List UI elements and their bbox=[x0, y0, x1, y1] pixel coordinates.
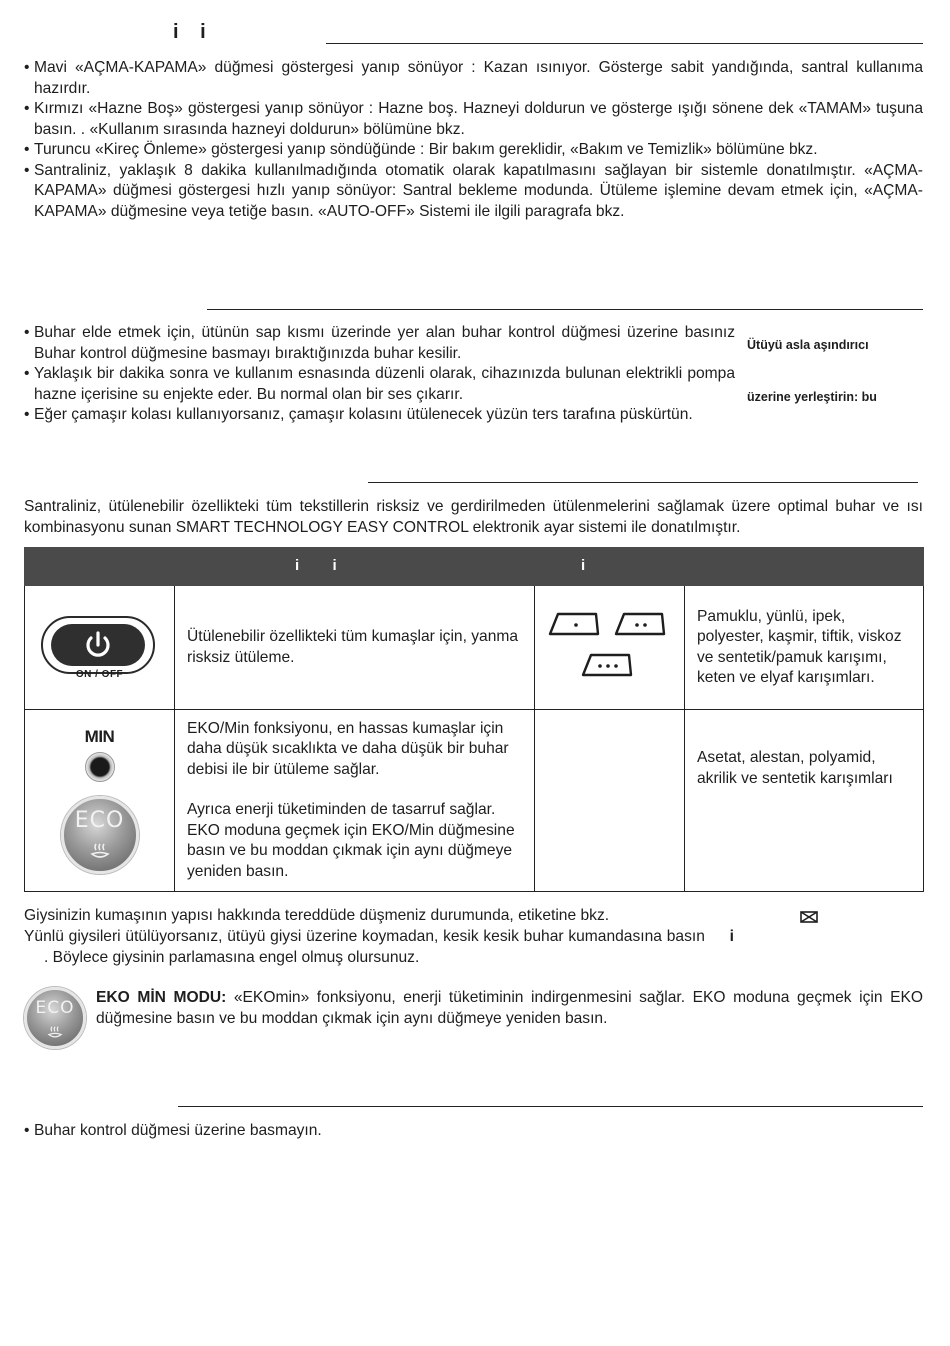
section3-intro: Santraliniz, ütülenebilir özellikteki tüm tekstillerin risksiz ve gerdirilmeden ütülenmelerini sağlamak üzere optimal buhar ve ısı kombinasyonu sunan SMART TECHNOLOGY EASY CONTROL elektronik ayar sistemi ile donatılmıştır. bbox=[24, 498, 923, 536]
section2-rule bbox=[207, 309, 923, 310]
side-note-2: üzerine yerleştirin: bu bbox=[747, 390, 877, 404]
section1-rule bbox=[326, 43, 923, 44]
eco-mode-badge-icon bbox=[24, 987, 86, 1049]
wool-note bbox=[24, 927, 734, 968]
section4-rule bbox=[178, 1106, 923, 1107]
section1-list bbox=[24, 58, 923, 222]
eco-mode-text: «EKOmin» fonksiyonu, enerji tüketiminin indirgenmesini sağlar. EKO moduna geçmek için EKO düğmesine basın ve bu moddan çıkmak için aynı düğmeye yeniden basın. bbox=[96, 989, 923, 1027]
eco-mode-title: EKO MİN MODU: bbox=[96, 989, 227, 1006]
table-header-text: i i bbox=[295, 557, 337, 575]
eco-mode-paragraph bbox=[96, 988, 923, 1029]
table-cell-empty bbox=[535, 710, 685, 892]
eco-button-icon bbox=[61, 796, 139, 874]
table-cell-description: Ütülenebilir özellikteki tüm kumaşlar için, yanma risksiz ütüleme. bbox=[175, 586, 535, 710]
section4-list bbox=[24, 1121, 923, 1142]
table-cell-fabrics: Pamuklu, yünlü, ipek, polyester, kaşmir, tiftik, viskoz ve sentetik/pamuk karışımı, keten ve elyaf karışımları. bbox=[685, 586, 924, 710]
table-row bbox=[25, 710, 924, 892]
list-item: • Buhar kontrol düğmesi üzerine basmayın. bbox=[24, 1121, 923, 1142]
list-item: • Yaklaşık bir dakika sonra ve kullanım esnasında düzenli olarak, cihazınızda bulunan elektrikli pompa hazne içerisine su enjekte eder. Bu normal olan bir ses çıkarır. bbox=[24, 364, 735, 405]
steam-icon bbox=[46, 1026, 64, 1040]
no-tumble-wash-icon bbox=[800, 911, 818, 923]
wool-note-end: . Böylece giysinin parlamasına engel olmuş olursunuz. bbox=[44, 948, 420, 966]
list-item: • Buhar elde etmek için, ütünün sap kısmı üzerinde yer alan buhar kontrol düğmesi üzerine basınız Buhar kontrol düğmesine basmayı bıraktığınızda buhar kesilir. bbox=[24, 323, 735, 364]
table-header-text: i bbox=[581, 557, 586, 575]
wool-note-mark: i bbox=[729, 928, 734, 945]
table-header bbox=[685, 548, 924, 586]
table-cell-fabrics: Asetat, alestan, polyamid, akrilik ve sentetik karışımları bbox=[685, 710, 924, 892]
table-header bbox=[535, 548, 685, 586]
list-item: • Eğer çamaşır kolası kullanıyorsanız, çamaşır kolasını ütülenecek yüzün ters tarafına püskürtün. bbox=[24, 405, 735, 426]
table-header-row bbox=[25, 548, 924, 586]
min-indicator-icon bbox=[85, 752, 115, 782]
iron-temperature-icon bbox=[540, 604, 680, 684]
table-header bbox=[175, 548, 535, 586]
steam-icon bbox=[89, 843, 111, 861]
section2-list bbox=[24, 323, 735, 426]
eco-description-2: Ayrıca enerji tüketiminden de tasarruf sağlar. EKO moduna geçmek için EKO/Min düğmesine basın ve bu moddan çıkmak için aynı düğmeye yeniden basın. bbox=[187, 801, 515, 880]
fabric-label-note: Giysinizin kumaşının yapısı hakkında tereddüde düşmeniz durumunda, etiketine bkz. bbox=[24, 907, 610, 924]
eco-badge-label: ECO bbox=[35, 998, 75, 1018]
eco-description-1: EKO/Min fonksiyonu, en hassas kumaşlar için daha düşük sıcaklıkta ve daha düşük bir buhar debisi ile bir ütüleme sağlar. bbox=[187, 719, 509, 778]
section1-heading: i i bbox=[173, 21, 214, 43]
list-item: • Mavi «AÇMA-KAPAMA» düğmesi göstergesi yanıp sönüyor : Kazan ısınıyor. Gösterge sabit yandığında, santral kullanıma hazırdır. bbox=[24, 58, 923, 99]
min-eco-icon-cell bbox=[25, 710, 175, 892]
side-note-1: Ütüyü asla aşındırıcı bbox=[747, 338, 869, 352]
min-label: MIN bbox=[84, 727, 115, 747]
table-row bbox=[25, 586, 924, 710]
table-cell-description bbox=[175, 710, 535, 892]
onoff-button-icon bbox=[41, 612, 159, 684]
power-icon bbox=[51, 624, 145, 666]
eco-label: ECO bbox=[74, 807, 125, 833]
onoff-icon-cell bbox=[25, 586, 175, 710]
table-header bbox=[25, 548, 175, 586]
section3-rule bbox=[368, 482, 918, 483]
list-item: • Santraliniz, yaklaşık 8 dakika kullanılmadığında otomatik olarak kapatılmasını sağlayan bir sistemle donatılmıştır. «AÇMA-KAPAMA» düğmesi göstergesi hızlı yanıp sönüyor: Santral bekleme modunda. Ütüleme işlemine devam etmek için, «AÇMA-KAPAMA» düğmesine veya tetiğe basın. «AUTO-OFF» Sistemi ile ilgili paragrafa bkz. bbox=[24, 161, 923, 223]
wool-note-text: Yünlü giysileri ütülüyorsanız, ütüyü giysi üzerine koymadan, kesik kesik buhar kumandasına basın bbox=[24, 928, 705, 945]
list-item: • Kırmızı «Hazne Boş» göstergesi yanıp sönüyor : Hazne boş. Hazneyi doldurun ve gösterge ışığı sönene dek «TAMAM» tuşuna basın. . «Kullanım sırasında hazneyi doldurun» bölümüne bkz. bbox=[24, 99, 923, 140]
settings-table bbox=[24, 547, 924, 892]
list-item: • Turuncu «Kireç Önleme» göstergesi yanıp söndüğünde : Bir bakım gereklidir, «Bakım ve Temizlik» bölümüne bkz. bbox=[24, 140, 923, 161]
onoff-label: ON / OFF bbox=[75, 669, 124, 680]
temperature-icons-cell bbox=[535, 586, 685, 710]
